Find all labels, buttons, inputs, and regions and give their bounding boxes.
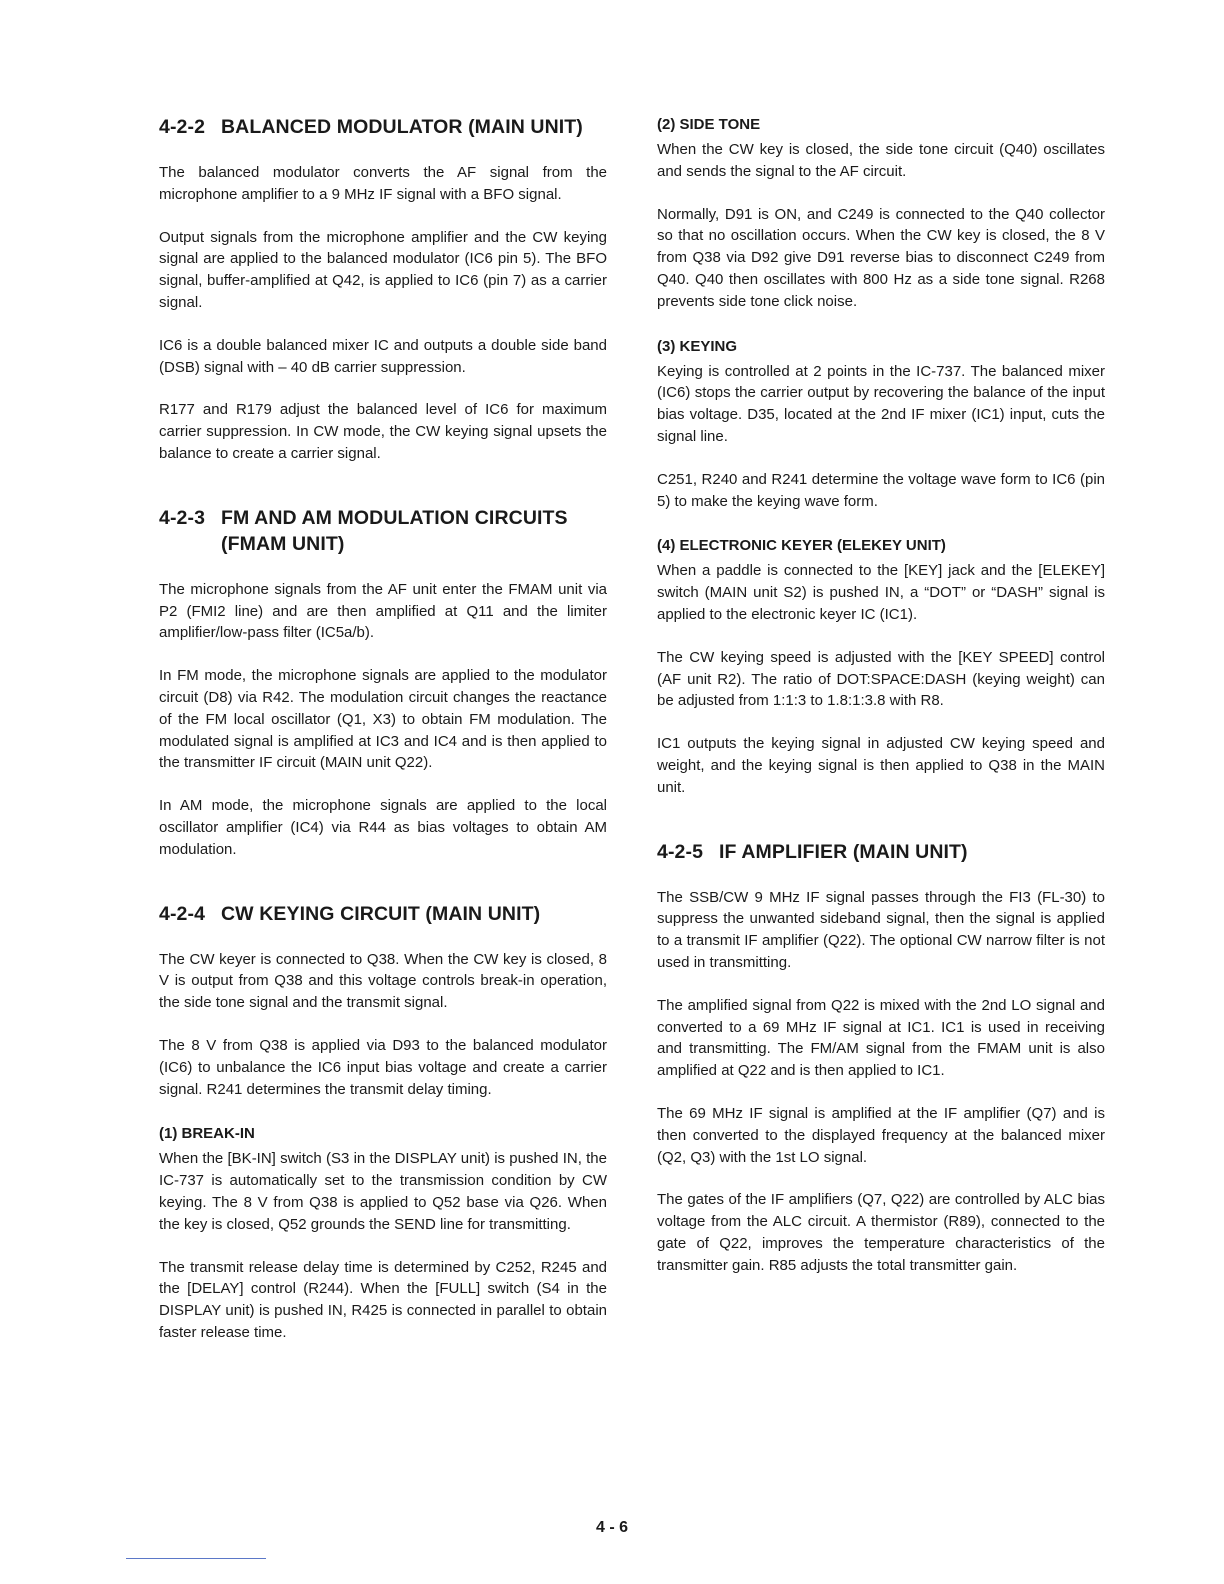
paragraph: Output signals from the microphone amplifier and the CW keying signal are applied to the balanced modulator (IC6 pin 5). The BFO signal, buffer-amplified at Q42, is applied to IC6 (pin 7) as a carrier signal. — [159, 228, 607, 311]
section-4-2-4-heading — [159, 901, 607, 927]
paragraph: The gates of the IF amplifiers (Q7, Q22) are controlled by ALC bias voltage from the ALC circuit. A thermistor (R89), connected to the gate of Q22, improves the temperature characteristics of the transmitter gain. R85 adjusts the total transmitter gain. — [657, 1191, 1105, 1274]
paragraph: IC1 outputs the keying signal in adjusted CW keying speed and weight, and the keying signal is then applied to Q38 in the MAIN unit. — [657, 735, 1105, 796]
paragraph: Keying is controlled at 2 points in the IC-737. The balanced mixer (IC6) stops the carrier output by recovering the balance of the input bias voltage. D35, located at the 2nd IF mixer (IC1) input, cuts the signal line. — [657, 362, 1105, 445]
subsection-heading: (1) BREAK-IN — [159, 1125, 255, 1143]
section-title: CW KEYING CIRCUIT (MAIN UNIT) — [221, 902, 541, 925]
paragraph: C251, R240 and R241 determine the voltage wave form to IC6 (pin 5) to make the keying wave form. — [657, 470, 1105, 510]
section-4-2-5-heading — [657, 839, 1105, 865]
paragraph: The microphone signals from the AF unit enter the FMAM unit via P2 (FMI2 line) and are then amplified at Q11 and the limiter amplifier/low-pass filter (IC5a/b). — [159, 580, 607, 642]
paragraph: The balanced modulator converts the AF signal from the microphone amplifier to a 9 MHz IF signal with a BFO signal. — [159, 164, 607, 203]
paragraph: Normally, D91 is ON, and C249 is connected to the Q40 collector so that no oscillation occurs. When the CW key is closed, the 8 V from Q38 via D92 give D91 reverse bias to disconnect C249 from Q40. Q40 then oscillates with 800 Hz as a side tone signal. R268 prevents side tone click noise. — [657, 205, 1105, 310]
subsection-heading: (3) KEYING — [657, 337, 738, 355]
section-4-2-3-heading — [159, 505, 607, 557]
left-column — [159, 114, 607, 1344]
paragraph: The amplified signal from Q22 is mixed with the 2nd LO signal and converted to a 69 MHz IF signal at IC1. IC1 is used in receiving and transmitting. The FM/AM signal from the FMAM unit is also amplified at Q22 and is then applied to IC1. — [657, 996, 1105, 1080]
paragraph: IC6 is a double balanced mixer IC and outputs a double side band (DSB) signal with – 40 dB carrier suppression. — [159, 336, 607, 376]
section-4-2-2-heading — [159, 114, 607, 140]
paragraph: When the [BK-IN] switch (S3 in the DISPLAY unit) is pushed IN, the IC-737 is automatically set to the transmission condition by CW keying. The 8 V from Q38 is applied to Q52 base via Q26. When the key is closed, Q52 grounds the SEND line for transmitting. — [159, 1150, 607, 1233]
section-number: 4-2-4 — [159, 902, 206, 925]
paragraph: The 69 MHz IF signal is amplified at the IF amplifier (Q7) and is then converted to the displayed frequency at the balanced mixer (Q2, Q3) with the 1st LO signal. — [657, 1104, 1105, 1166]
page-number: 4 - 6 — [595, 1519, 628, 1536]
paragraph: The CW keyer is connected to Q38. When the CW key is closed, 8 V is output from Q38 and this voltage controls break-in operation, the side tone signal and the transmit signal. — [159, 950, 607, 1012]
section-title: IF AMPLIFIER (MAIN UNIT) — [719, 840, 968, 863]
paragraph: The transmit release delay time is determined by C252, R245 and the [DELAY] control (R244). When the [FULL] switch (S4 in the DISPLAY unit) is pushed IN, R425 is connected in parallel to obtain faster release time. — [159, 1258, 607, 1341]
section-title: FM AND AM MODULATION CIRCUITS — [221, 506, 568, 529]
paragraph: The CW keying speed is adjusted with the [KEY SPEED] control (AF unit R2). The ratio of DOT:SPACE:DASH (keying weight) can be adjusted from 1:1:3 to 1.8:1:3.8 with R8. — [657, 648, 1105, 710]
section-number: 4-2-2 — [159, 116, 206, 138]
paragraph: In AM mode, the microphone signals are applied to the local oscillator amplifier (IC4) via R44 as bias voltages to obtain AM modulation. — [159, 797, 607, 858]
subsection-heading: (4) ELECTRONIC KEYER (ELEKEY UNIT) — [657, 537, 946, 555]
paragraph: The 8 V from Q38 is applied via D93 to the balanced modulator (IC6) to unbalance the IC6 input bias voltage and create a carrier signal. R241 determines the transmit delay timing. — [159, 1036, 607, 1098]
paragraph: In FM mode, the microphone signals are applied to the modulator circuit (D8) via R42. The modulation circuit changes the reactance of the FM local oscillator (Q1, X3) to obtain FM modulation. The modulated signal is amplified at IC3 and IC4 and is then applied to the transmitter IF circuit (MAIN unit Q22). — [159, 667, 607, 772]
section-title-continued: (FMAM UNIT) — [221, 532, 345, 555]
paragraph: When the CW key is closed, the side tone circuit (Q40) oscillates and sends the signal to the AF circuit. — [657, 141, 1105, 180]
section-number: 4-2-3 — [159, 506, 206, 529]
paragraph: The SSB/CW 9 MHz IF signal passes through the FI3 (FL-30) to suppress the unwanted sideband signal, then the signal is applied to a transmit IF amplifier (Q22). The optional CW narrow filter is not used in transmitting. — [657, 888, 1105, 971]
section-number: 4-2-5 — [657, 840, 704, 863]
paragraph: R177 and R179 adjust the balanced level of IC6 for maximum carrier suppression. In CW mode, the CW keying signal upsets the balance to create a carrier signal. — [159, 401, 607, 462]
paragraph: When a paddle is connected to the [KEY] jack and the [ELEKEY] switch (MAIN unit S2) is pushed IN, a “DOT” or “DASH” signal is applied to the electronic keyer IC (IC1). — [657, 562, 1105, 623]
right-column — [657, 114, 1105, 1276]
section-title: BALANCED MODULATOR (MAIN UNIT) — [221, 116, 583, 138]
footer-rule — [126, 1558, 266, 1559]
subsection-heading: (2) SIDE TONE — [657, 116, 761, 133]
